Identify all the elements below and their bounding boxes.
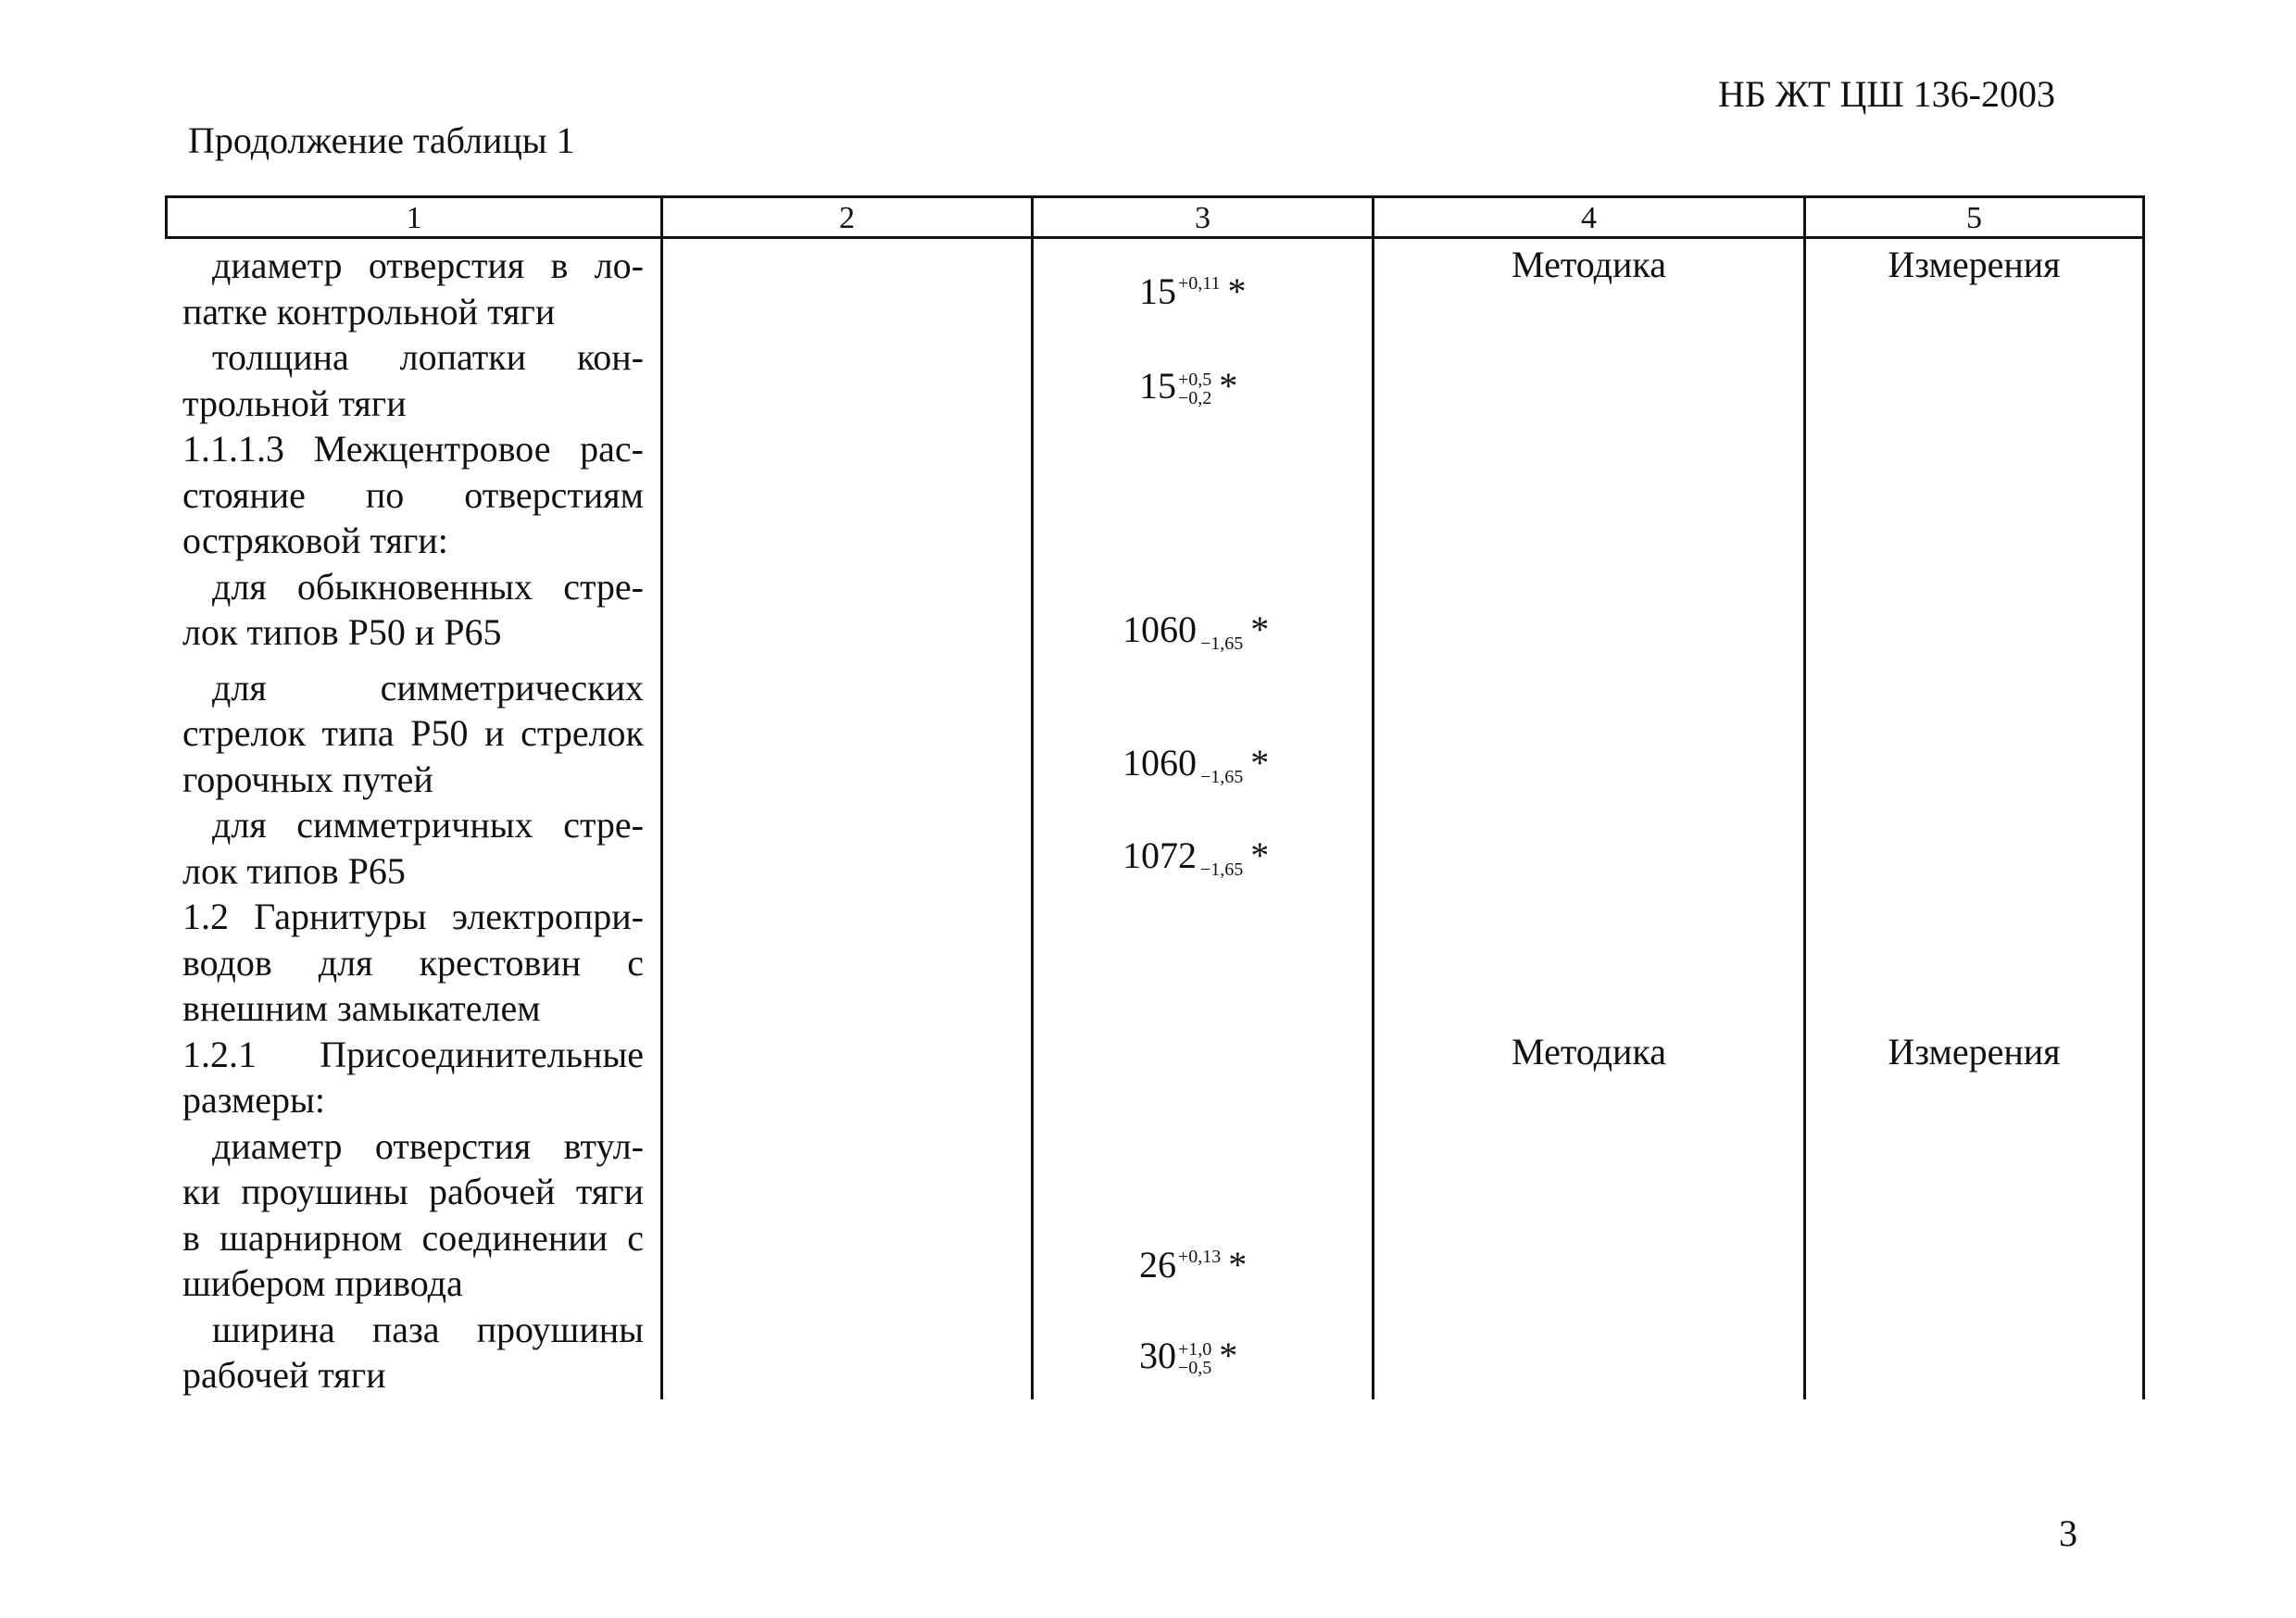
value-mark: * <box>1219 1335 1238 1376</box>
tolerance-lower: −1,65 <box>1200 859 1244 880</box>
tolerance-upper: +0,11 <box>1178 273 1221 294</box>
param-line: остряковой тяги: <box>182 520 448 561</box>
param-line: рабочей тяги <box>182 1354 386 1396</box>
value-cell <box>1123 834 1269 881</box>
col-divider-5 <box>2142 195 2145 1399</box>
value-base: 1060 <box>1123 608 1197 650</box>
value-mark: * <box>1250 742 1270 784</box>
param-line: шибером привода <box>182 1262 463 1304</box>
param-line: ширина паза проушины <box>212 1308 644 1350</box>
param-line: 1.2 Гарнитуры электропри- <box>182 896 644 937</box>
value-base: 30 <box>1139 1335 1176 1376</box>
value-mark: * <box>1228 1244 1248 1286</box>
param-line: толщина лопатки кон- <box>212 336 644 378</box>
column-header-5: 5 <box>1966 201 1982 235</box>
param-line: горочных путей <box>182 758 433 800</box>
tolerance-lower: −1,65 <box>1200 767 1244 787</box>
col-divider-4 <box>1803 195 1806 1399</box>
param-line: для обыкновенных стре- <box>212 565 644 608</box>
page-number: 3 <box>2059 1512 2077 1554</box>
value-base: 15 <box>1139 365 1176 407</box>
param-line: диаметр отверстия втул- <box>212 1124 644 1167</box>
param-line: для симметричных стре- <box>212 804 644 846</box>
param-line: ки проушины рабочей тяги <box>182 1171 644 1212</box>
value-mark: * <box>1250 834 1270 876</box>
column-header-1: 1 <box>406 201 422 235</box>
method-type-cell: Измерения <box>1888 1031 2061 1072</box>
param-line: для симметрических <box>212 666 644 709</box>
value-cell <box>1139 364 1237 408</box>
param-line: 1.2.1 Присоединительные <box>182 1033 644 1075</box>
param-line: патке контрольной тяги <box>182 290 556 332</box>
value-cell <box>1139 270 1247 313</box>
param-line: 1.1.1.3 Межцентровое рас- <box>182 428 644 470</box>
value-cell <box>1139 1334 1237 1377</box>
value-mark: * <box>1227 270 1247 312</box>
tolerance-lower: −1,65 <box>1200 633 1244 654</box>
param-line: трольной тяги <box>182 382 407 424</box>
value-cell <box>1123 741 1269 788</box>
method-cell: Методика <box>1512 1031 1666 1072</box>
tolerance-upper: +0,13 <box>1178 1247 1222 1267</box>
value-mark: * <box>1250 608 1270 650</box>
param-line: внешним замыкателем <box>182 987 541 1029</box>
value-base: 15 <box>1139 270 1176 312</box>
param-line: лок типов Р50 и Р65 <box>182 611 502 653</box>
value-base: 1072 <box>1123 834 1197 876</box>
document-code: НБ ЖТ ЦШ 136-2003 <box>1718 73 2056 115</box>
table-caption: Продолжение таблицы 1 <box>188 119 575 161</box>
parameter-column <box>182 243 644 1399</box>
column-header-3: 3 <box>1195 201 1211 235</box>
param-line: лок типов Р65 <box>182 849 406 892</box>
param-line: стрелок типа Р50 и стрелок <box>182 712 644 754</box>
column-header-2: 2 <box>839 201 855 235</box>
value-base: 26 <box>1139 1244 1176 1286</box>
value-mark: * <box>1219 365 1238 407</box>
param-line: диаметр отверстия в ло- <box>212 245 644 286</box>
tolerance-lower: −0,2 <box>1178 388 1212 408</box>
tolerance-lower: −0,5 <box>1178 1358 1212 1378</box>
col-divider-3 <box>1372 195 1374 1399</box>
param-line: водов для крестовин с <box>182 941 644 984</box>
param-line: стояние по отверстиям <box>182 473 644 516</box>
param-line: в шарнирном соединении с <box>182 1216 644 1259</box>
tolerance-stack <box>1178 370 1211 408</box>
value-cell <box>1123 608 1269 655</box>
column-header-4: 4 <box>1581 201 1597 235</box>
value-cell <box>1139 1243 1247 1286</box>
value-base: 1060 <box>1123 742 1197 784</box>
tolerance-stack <box>1178 1340 1211 1377</box>
param-line: размеры: <box>182 1079 326 1121</box>
tolerance-upper: +1,0 <box>1178 1339 1212 1360</box>
tolerance-upper: +0,5 <box>1178 370 1212 390</box>
col-divider-2 <box>1031 195 1034 1399</box>
method-type-cell: Измерения <box>1888 244 2061 285</box>
col-divider-1 <box>660 195 663 1399</box>
method-cell: Методика <box>1512 244 1666 285</box>
